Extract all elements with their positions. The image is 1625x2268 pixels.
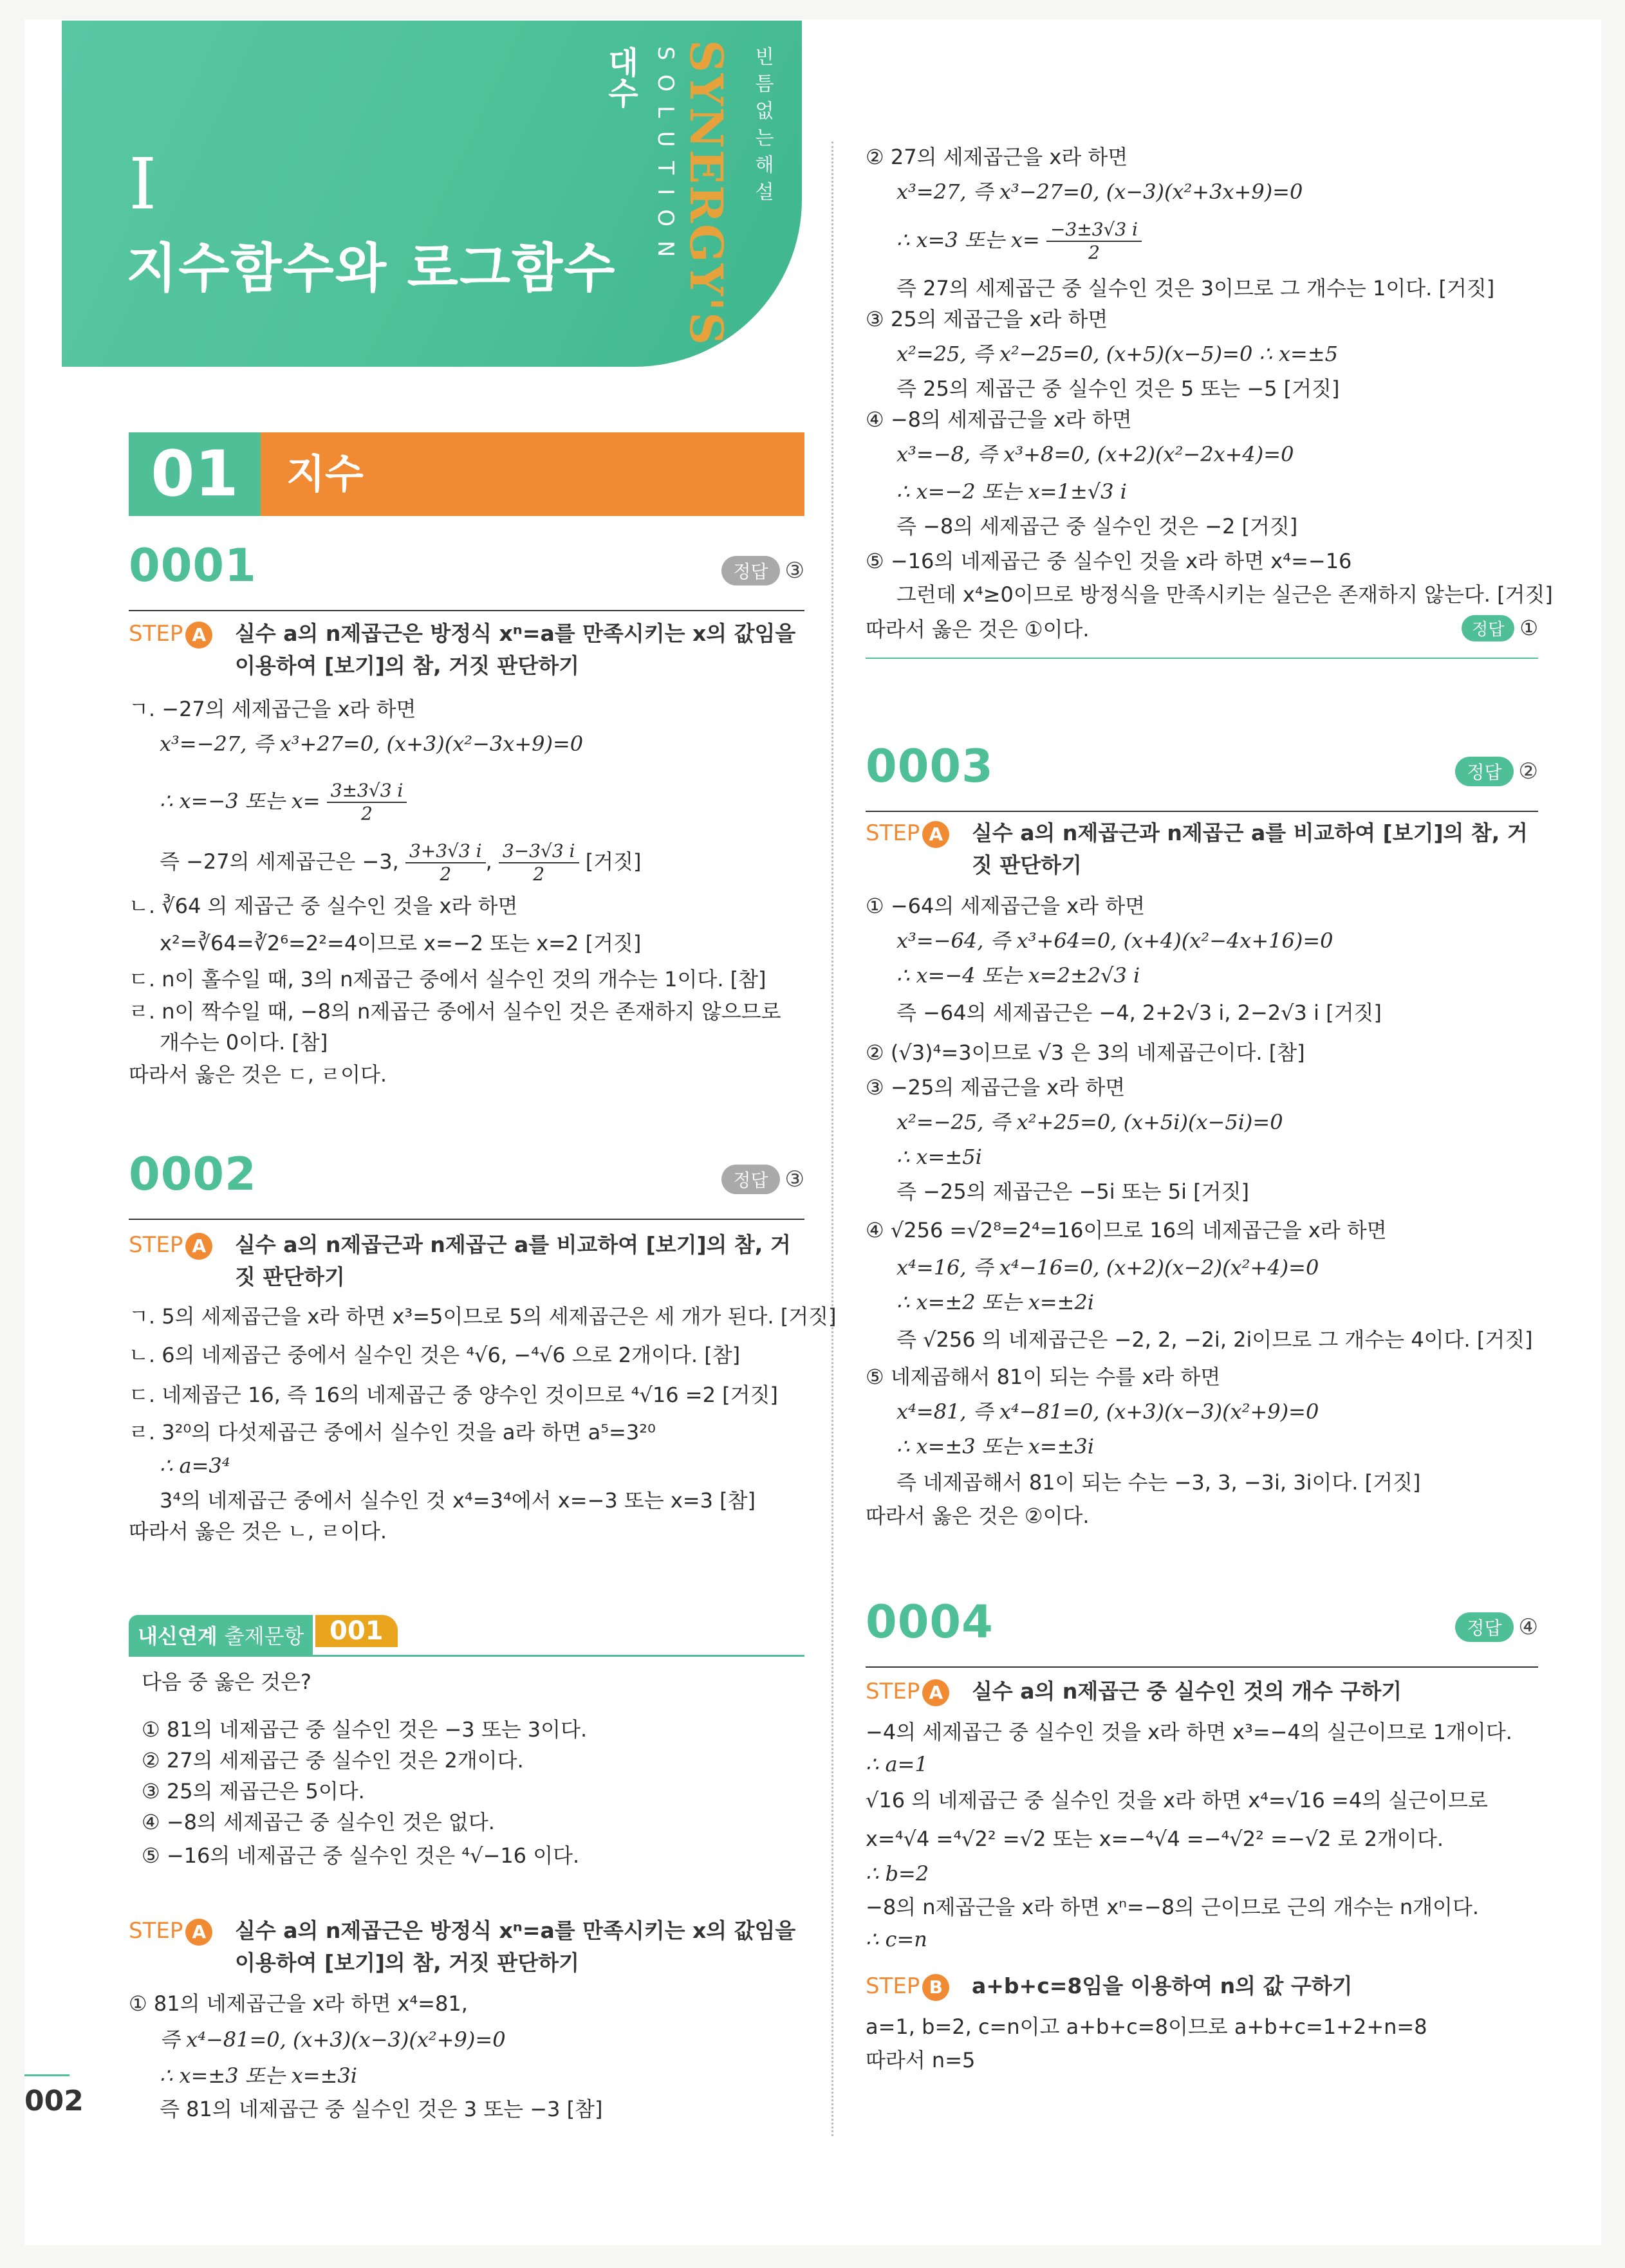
solution-line: ∴ x=−2 또는 x=1±√3 i [896,479,1127,504]
step-letter-icon: A [922,1679,949,1706]
right-column [866,0,1553,2268]
problem-end-rule [866,658,1538,659]
fraction: $\frac{3-3√3 i}{2}$ [499,840,579,885]
solution-line: ∴ a=1 [866,1752,928,1776]
related-question-text: 다음 중 옳은 것은? [142,1670,311,1694]
solution-line: x⁴=81, 즉 x⁴−81=0, (x+3)(x−3)(x²+9)=0 [896,1399,1319,1424]
step-a-0004 [866,1675,1538,1708]
step-tag: STEP A [866,1675,949,1708]
answer-badge [1462,615,1538,641]
solution-line: 따라서 옳은 것은 ㄴ, ㄹ이다. [129,1519,387,1544]
solution-line: ㄴ. ∛64 의 제곱근 중 실수인 것을 x라 하면 [129,894,518,918]
answer-badge [721,1165,804,1194]
related-choice: ⑤ −16의 네제곱근 중 실수인 것은 ⁴√−16 이다. [142,1843,580,1868]
solution-line: −4의 세제곱근 중 실수인 것을 x라 하면 x³=−4의 실근이므로 1개이다. [866,1720,1512,1744]
step-tag: STEP A [129,618,212,650]
step-text: a+b+c=8임을 이용하여 n의 값 구하기 [972,1973,1353,1998]
answer-badge [1455,1612,1538,1642]
solution-line: ④ −8의 세제곱근을 x라 하면 [866,407,1132,432]
problem-header-0002 [129,1148,804,1220]
brand-logo: SYNERGY'S [680,40,733,346]
answer-value: ② [1518,759,1538,784]
related-question-header [129,1615,804,1657]
column-divider [831,142,833,2136]
solution-line: ㄷ. 네제곱근 16, 즉 16의 네제곱근 중 양수인 것이므로 ⁴√16 =2 [거짓] [129,1383,778,1407]
related-choice: ② 27의 세제곱근 중 실수인 것은 2개이다. [142,1748,524,1773]
answer-pill: 정답 [721,556,779,585]
problem-header-0004 [866,1596,1538,1668]
solution-line: 따라서 n=5 [866,2048,976,2072]
solution-line: 개수는 0이다. [참] [160,1030,328,1055]
step-text: 실수 a의 n제곱근과 n제곱근 a를 비교하여 [보기]의 참, 거짓 판단하기 [235,1232,791,1289]
solution-line: 즉 네제곱해서 81이 되는 수는 −3, 3, −3i, 3i이다. [거짓] [896,1470,1421,1495]
solution-line: ㄴ. 6의 네제곱근 중에서 실수인 것은 ⁴√6, −⁴√6 으로 2개이다. [참] [129,1343,741,1367]
fraction: $\frac{3\pm 3√3 i}{2}$ [327,780,407,825]
solution-line: √16 의 네제곱근 중 실수인 것을 x라 하면 x⁴=√16 =4의 실근이므로 [866,1788,1488,1812]
step-a-0001 [129,618,804,682]
solution-line: ③ 25의 제곱근을 x라 하면 [866,307,1108,331]
answer-badge [1455,757,1538,786]
problem-header-0003 [866,740,1538,812]
page-number: 002 [24,2085,84,2117]
answer-value: ① [1519,616,1538,640]
answer-value: ③ [785,1166,804,1192]
slogan-label: 빈틈없는해설 [751,46,774,208]
step-tag: STEP B [866,1970,949,2002]
solution-line: ㄷ. n이 홀수일 때, 3의 n제곱근 중에서 실수인 것의 개수는 1이다. [참] [129,967,766,991]
related-choice: ① 81의 네제곱근 중 실수인 것은 −3 또는 3이다. [142,1717,588,1742]
solution-line: x=⁴√4 =⁴√2² =√2 또는 x=−⁴√4 =−⁴√2² =−√2 로 2개이다. [866,1827,1444,1851]
brand-sub-label: SOLUTION [653,46,678,272]
subject-label: 대수 [602,46,638,108]
solution-line: 그런데 x⁴≥0이므로 방정식을 만족시키는 실근은 존재하지 않는다. [거짓] [896,582,1553,607]
answer-pill: 정답 [1455,757,1513,786]
solution-line: ⑤ −16의 네제곱근 중 실수인 것을 x라 하면 x⁴=−16 [866,549,1352,573]
step-letter-icon: A [922,821,949,848]
solution-line: 즉 x⁴−81=0, (x+3)(x−3)(x²+9)=0 [160,2027,506,2052]
solution-line: x³=−27, 즉 x³+27=0, (x+3)(x²−3x+9)=0 [160,732,584,756]
solution-line: ∴ x=±5i [896,1145,982,1169]
answer-value: ③ [785,558,804,584]
solution-line: x³=−64, 즉 x³+64=0, (x+4)(x²−4x+16)=0 [896,928,1333,953]
solution-line: ② 27의 세제곱근을 x라 하면 [866,145,1128,169]
chapter-roman-numeral: I [129,143,157,225]
problem-header-0001 [129,539,804,611]
solution-line: a=1, b=2, c=n이고 a+b+c=8이므로 a+b+c=1+2+n=8 [866,2014,1427,2039]
solution-line: ∴ x=3 또는 x= $\frac{-3\pm 3√3 i}{2}$ [896,219,1142,264]
answer-pill: 정답 [1462,615,1514,641]
solution-line: ③ −25의 제곱근을 x라 하면 [866,1075,1126,1100]
solution-line: 따라서 옳은 것은 ①이다. [866,617,1090,641]
solution-line: −8의 n제곱근을 x라 하면 xⁿ=−8의 근이므로 근의 개수는 n개이다. [866,1895,1480,1919]
solution-line: ∴ x=−4 또는 x=2±2√3 i [896,963,1140,988]
section-number: 01 [129,432,261,516]
related-code: 001 [315,1615,398,1647]
step-text: 실수 a의 n제곱근은 방정식 xⁿ=a를 만족시키는 x의 값임을 이용하여 [보기]의 참, 거짓 판단하기 [235,1918,796,1975]
solution-line: 즉 −25의 제곱근은 −5i 또는 5i [거짓] [896,1179,1249,1204]
solution-line: ① 81의 네제곱근을 x라 하면 x⁴=81, [129,1991,468,2016]
problem-number: 0002 [129,1148,257,1201]
related-choice: ④ −8의 세제곱근 중 실수인 것은 없다. [142,1810,495,1834]
solution-line: ④ √256 =√2⁸=2⁴=16이므로 16의 네제곱근을 x라 하면 [866,1218,1387,1242]
solution-line: x²=25, 즉 x²−25=0, (x+5)(x−5)=0 ∴ x=±5 [896,342,1339,366]
chapter-title: 지수함수와 로그함수 [126,238,617,299]
related-label: 내신연계 출제문항 [129,1615,313,1655]
step-letter-icon: A [185,622,212,649]
solution-line: 즉 −27의 세제곱근은 −3, $\frac{3+3√3 i}{2}$ , $\frac{3-3√3 i}{2}$ [거짓] [160,840,642,885]
solution-line: ∴ x=±3 또는 x=±3i [896,1434,1094,1459]
solution-line: x⁴=16, 즉 x⁴−16=0, (x+2)(x−2)(x²+4)=0 [896,1255,1319,1280]
related-choice: ③ 25의 제곱근은 5이다. [142,1779,365,1803]
solution-line: ② (√3)⁴=3이므로 √3 은 3의 네제곱근이다. [참] [866,1040,1305,1065]
step-letter-icon: B [922,1974,949,2001]
fraction: $\frac{-3\pm 3√3 i}{2}$ [1046,219,1142,264]
solution-line: 즉 81의 네제곱근 중 실수인 것은 3 또는 −3 [참] [160,2097,603,2121]
answer-pill: 정답 [1455,1612,1513,1642]
solution-line: x²=∛64=∛2⁶=2²=4이므로 x=−2 또는 x=2 [거짓] [160,931,642,955]
solution-line: 즉 √256 의 네제곱근은 −2, 2, −2i, 2i이므로 그 개수는 4이다. [거짓] [896,1327,1533,1352]
solution-line: ㄱ. −27의 세제곱근을 x라 하면 [129,697,416,721]
step-text: 실수 a의 n제곱근 중 실수인 것의 개수 구하기 [972,1679,1402,1704]
solution-line: 즉 −8의 세제곱근 중 실수인 것은 −2 [거짓] [896,514,1298,539]
answer-value: ④ [1518,1614,1538,1640]
solution-line: 즉 27의 세제곱근 중 실수인 것은 3이므로 그 개수는 1이다. [거짓] [896,276,1495,300]
problem-number: 0001 [129,539,257,592]
solution-line: ㄱ. 5의 세제곱근을 x라 하면 x³=5이므로 5의 세제곱근은 세 개가 된다. [거짓] [129,1304,837,1329]
step-tag: STEP A [866,817,949,849]
solution-line: x²=−25, 즉 x²+25=0, (x+5i)(x−5i)=0 [896,1110,1283,1134]
step-b-0004 [866,1970,1538,2002]
solution-line: 즉 −64의 세제곱근은 −4, 2+2√3 i, 2−2√3 i [거짓] [896,1000,1382,1025]
solution-line: ∴ x=−3 또는 x= $\frac{3\pm 3√3 i}{2}$ [160,780,407,825]
solution-line: ① −64의 세제곱근을 x라 하면 [866,894,1146,918]
step-text: 실수 a의 n제곱근과 n제곱근 a를 비교하여 [보기]의 참, 거짓 판단하기 [972,820,1528,878]
solution-line: ∴ x=±3 또는 x=±3i [160,2063,357,2088]
step-tag: STEP A [129,1229,212,1261]
step-tag: STEP A [129,1915,212,1947]
solution-line: ∴ c=n [866,1927,927,1951]
solution-line: 따라서 옳은 것은 ②이다. [866,1504,1090,1528]
step-letter-icon: A [185,1919,212,1946]
solution-line: x³=27, 즉 x³−27=0, (x−3)(x²+3x+9)=0 [896,180,1303,204]
solution-line: ∴ x=±2 또는 x=±2i [896,1290,1094,1314]
problem-number: 0003 [866,740,994,793]
answer-pill: 정답 [721,1165,779,1194]
solution-line: ∴ a=3⁴ [160,1453,230,1478]
solution-line: ㄹ. n이 짝수일 때, −8의 n제곱근 중에서 실수인 것은 존재하지 않으므로 [129,999,781,1024]
solution-line: 즉 25의 제곱근 중 실수인 것은 5 또는 −5 [거짓] [896,376,1340,401]
step-text: 실수 a의 n제곱근은 방정식 xⁿ=a를 만족시키는 x의 값임을 이용하여 [보기]의 참, 거짓 판단하기 [235,621,796,678]
section-name: 지수 [261,432,804,516]
solution-line: x³=−8, 즉 x³+8=0, (x+2)(x²−2x+4)=0 [896,442,1294,466]
step-a-0002 [129,1229,804,1293]
fraction: $\frac{3+3√3 i}{2}$ [405,840,486,885]
solution-line: ⑤ 네제곱해서 81이 되는 수를 x라 하면 [866,1365,1221,1389]
problem-number: 0004 [866,1596,994,1648]
left-column [129,0,837,2268]
solution-line: ㄹ. 3²⁰의 다섯제곱근 중에서 실수인 것을 a라 하면 a⁵=3²⁰ [129,1420,656,1444]
solution-line: 따라서 옳은 것은 ㄷ, ㄹ이다. [129,1062,387,1087]
solution-line: ∴ b=2 [866,1861,929,1886]
step-letter-icon: A [185,1233,212,1260]
answer-badge [721,556,804,585]
step-a-0003 [866,817,1538,881]
solution-line: 3⁴의 네제곱근 중에서 실수인 것 x⁴=3⁴에서 x=−3 또는 x=3 [참] [160,1488,756,1513]
step-a-related [129,1915,804,1979]
